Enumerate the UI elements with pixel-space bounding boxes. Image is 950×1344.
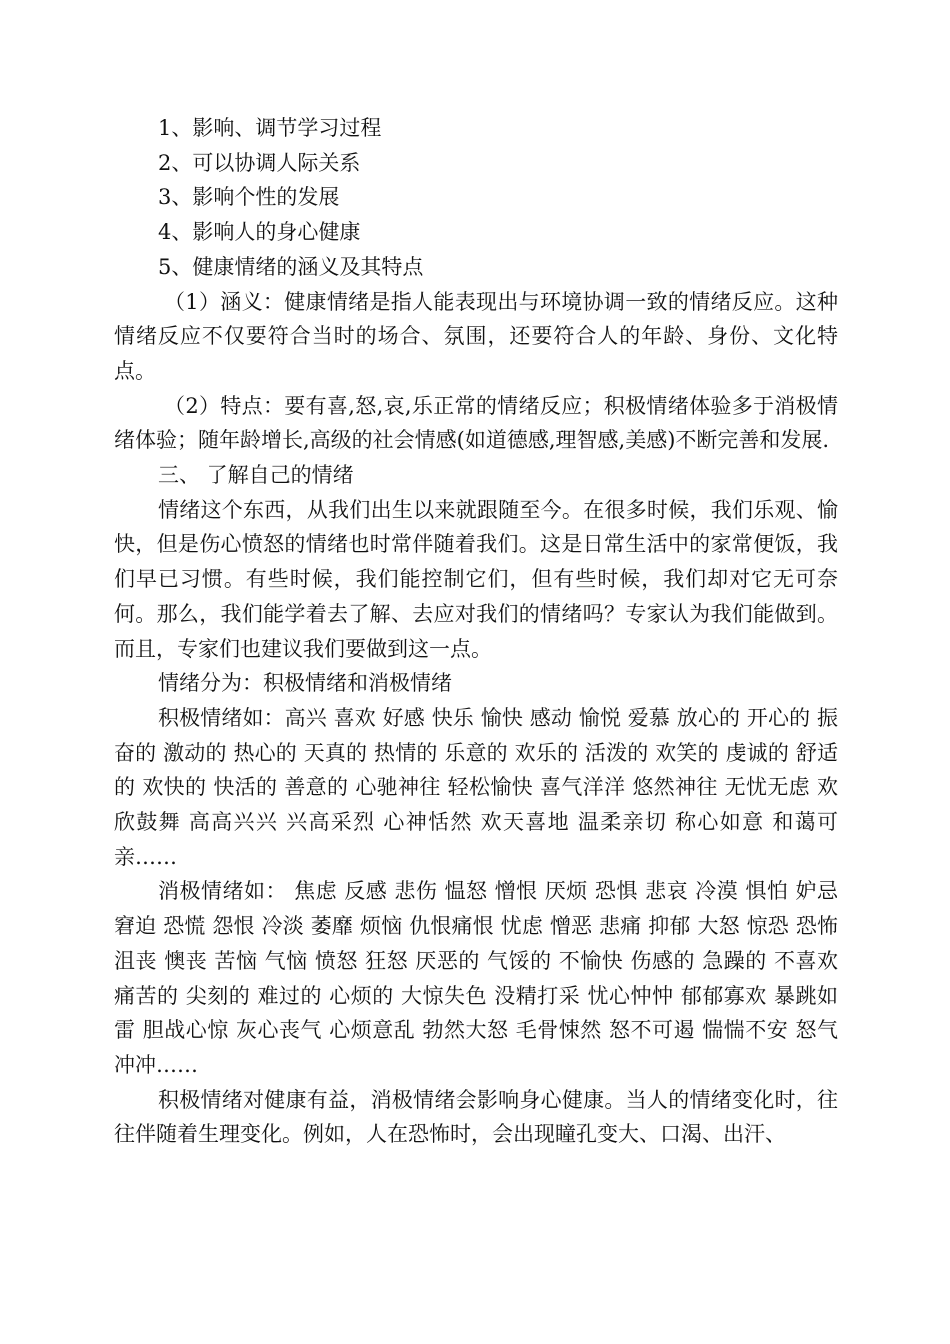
section-heading: 三、 了解自己的情绪 [158,463,354,488]
list-item-5: 5、健康情绪的涵义及其特点 [158,254,424,279]
negative-emotions-paragraph: 消极情绪如： 焦虑 反感 悲伤 愠怒 憎恨 厌烦 恐惧 悲哀 冷漠 惧怕 妒忌 窘迫 恐慌 怨恨 冷淡 萎靡 烦恼 仇恨痛恨 忧虑 憎恶 悲痛 抑郁 大怒 惊恐 恐怖 沮丧 懊丧 苦恼 气恼 愤怒 狂怒 厌恶的 气馁的 不愉快 伤感的 急躁的 不喜欢 痛苦的 尖刻的 难过的 心烦的 大惊失色 没精打采 忧心忡忡 郁郁寡欢 暴跳如雷 胆战心惊 灰心丧气 心烦意乱 勃然大怒 毛骨悚然 怒不可遏 惴惴不安 怒气冲冲…… [114,879,838,1077]
classification-line: 情绪分为：积极情绪和消极情绪 [158,671,452,696]
features-paragraph: （2）特点：要有喜,怒,哀,乐正常的情绪反应；积极情绪体验多于消极情绪体验；随年龄增长,高级的社会情感(如道德感,理智感,美感)不断完善和发展. [114,393,838,453]
positive-emotions-paragraph: 积极情绪如：高兴 喜欢 好感 快乐 愉快 感动 愉悦 爱慕 放心的 开心的 振奋的 激动的 热心的 天真的 热情的 乐意的 欢乐的 活泼的 欢笑的 虔诚的 舒适的 欢快的 快活的 善意的 心驰神往 轻松愉快 喜气洋洋 悠然神往 无忧无虑 欢欣鼓舞 高高兴兴 兴高采烈 心神恬然 欢天喜地 温柔亲切 称心如意 和蔼可亲…… [114,705,838,869]
meaning-paragraph: （1）涵义：健康情绪是指人能表现出与环境协调一致的情绪反应。这种情绪反应不仅要符合当时的场合、氛围，还要符合人的年龄、身份、文化特点。 [114,289,838,383]
list-item-4: 4、影响人的身心健康 [158,220,361,245]
list-item-3: 3、影响个性的发展 [158,185,340,210]
intro-paragraph: 情绪这个东西，从我们出生以来就跟随至今。在很多时候，我们乐观、愉快，但是伤心愤怒的情绪也时常伴随着我们。这是日常生活中的家常便饭，我们早已习惯。有些时候，我们能控制它们，但有些时候，我们却对它无可奈何。那么，我们能学着去了解、去应对我们的情绪吗？专家认为我们能做到。而且，专家们也建议我们要做到这一点。 [114,497,838,661]
document-page [114,111,838,1152]
list-item-2: 2、可以协调人际关系 [158,150,361,175]
closing-paragraph: 积极情绪对健康有益，消极情绪会影响身心健康。当人的情绪变化时，往往伴随着生理变化。例如，人在恐怖时，会出现瞳孔变大、口渴、出汗、 [114,1087,838,1147]
list-item-1: 1、影响、调节学习过程 [158,116,382,140]
